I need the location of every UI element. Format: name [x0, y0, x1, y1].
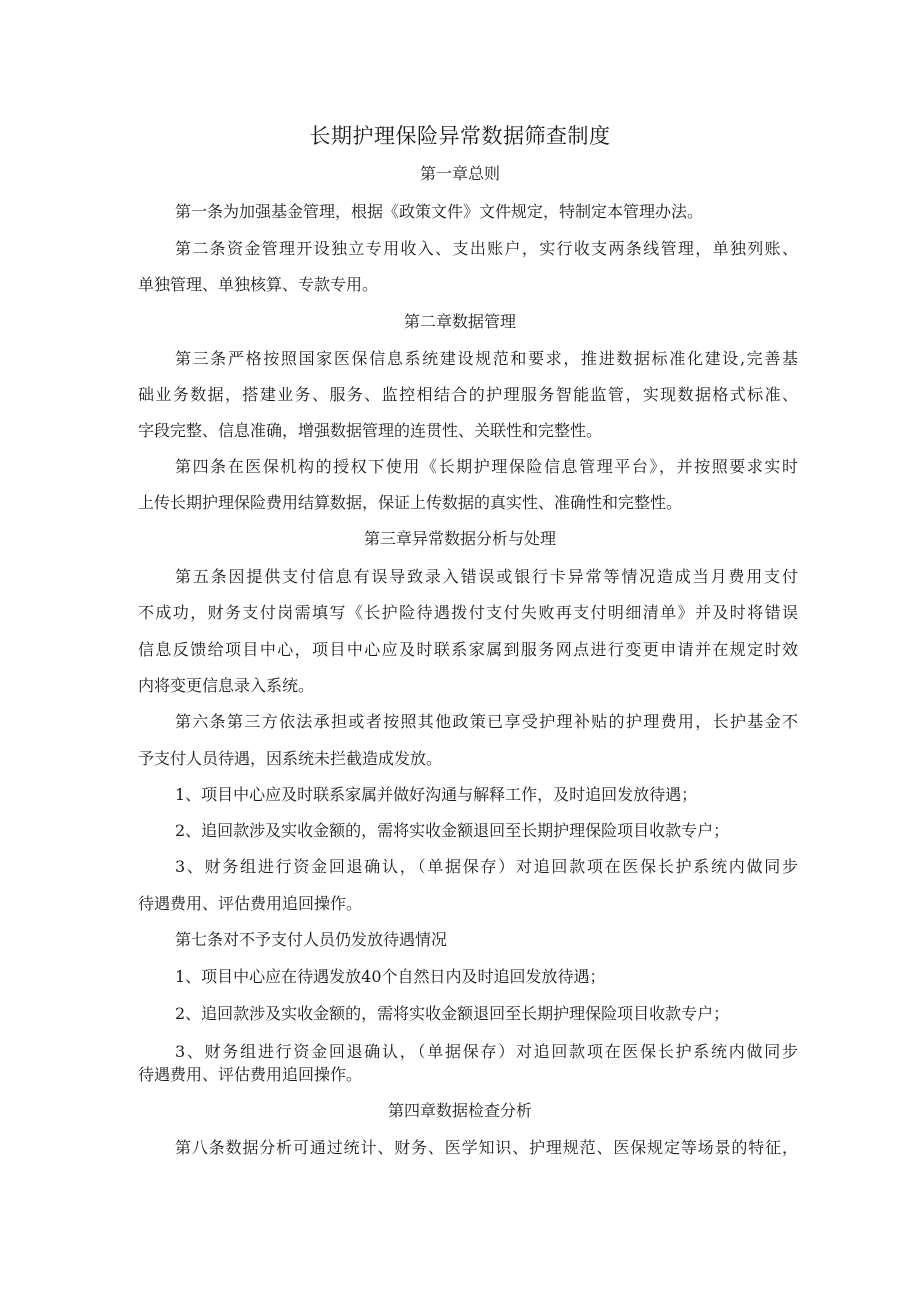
article-5-line-2: 不成功，财务支付岗需填写《长护险待遇拨付支付失败再支付明细清单》并及时将错误 [138, 603, 798, 622]
article-3-line-1: 第三条严格按照国家医保信息系统建设规范和要求，推进数据标准化建设,完善基 [175, 349, 798, 368]
chapter-3-heading: 第三章异常数据分析与处理 [363, 529, 556, 548]
article-2-line-2: 单独管理、单独核算、专款专用。 [138, 275, 379, 294]
chapter-2-heading: 第二章数据管理 [403, 312, 516, 331]
article-6-line-2: 予支付人员待遇，因系统未拦截造成发放。 [138, 749, 443, 768]
article-7-item-3-line-1: 3、财务组进行资金回退确认，（单据保存）对追回款项在医保长护系统内做同步 [175, 1042, 798, 1061]
article-8-line-1: 第八条数据分析可通过统计、财务、医学知识、护理规范、医保规定等场景的特征， [175, 1138, 798, 1157]
article-3-line-2: 础业务数据，搭建业务、服务、监控相结合的护理服务智能监管，实现数据格式标准、 [138, 385, 798, 404]
article-7-item-1: 1、项目中心应在待遇发放40个自然日内及时追回发放待遇； [175, 967, 606, 986]
article-3-line-3: 字段完整、信息准确，增强数据管理的连贯性、关联性和完整性。 [138, 421, 603, 440]
article-6-item-3-line-2: 待遇费用、评估费用追回操作。 [138, 894, 363, 913]
article-4-line-2: 上传长期护理保险费用结算数据，保证上传数据的真实性、准确性和完整性。 [138, 493, 683, 512]
chapter-1-heading: 第一章总则 [419, 164, 500, 183]
article-6-line-1: 第六条第三方依法承担或者按照其他政策已享受护理补贴的护理费用，长护基金不 [175, 712, 798, 731]
article-5-line-1: 第五条因提供支付信息有误导致录入错误或银行卡异常等情况造成当月费用支付 [175, 567, 798, 586]
article-4-line-1: 第四条在医保机构的授权下使用《长期护理保险信息管理平台》，并按照要求实时 [175, 457, 798, 476]
chapter-4-heading: 第四章数据检查分析 [387, 1101, 532, 1120]
article-5-line-4: 内将变更信息录入系统。 [138, 676, 315, 695]
article-6-item-2: 2、追回款涉及实收金额的，需将实收金额退回至长期护理保险项目收款专户； [175, 821, 730, 840]
document-title: 长期护理保险异常数据筛查制度 [309, 124, 611, 148]
article-1: 第一条为加强基金管理，根据《政策文件》文件规定，特制定本管理办法。 [175, 202, 704, 221]
article-7: 第七条对不予支付人员仍发放待遇情况 [175, 930, 448, 949]
article-6-item-3-line-1: 3、财务组进行资金回退确认，（单据保存）对追回款项在医保长护系统内做同步 [175, 857, 798, 876]
article-5-line-3: 信息反馈给项目中心，项目中心应及时联系家属到服务网点进行变更申请并在规定时效 [138, 640, 798, 659]
article-7-item-2: 2、追回款涉及实收金额的，需将实收金额退回至长期护理保险项目收款专户； [175, 1004, 730, 1023]
article-7-item-3-line-2: 待遇费用、评估费用追回操作。 [138, 1065, 363, 1084]
article-6-item-1: 1、项目中心应及时联系家属并做好沟通与解释工作，及时追回发放待遇； [175, 785, 698, 804]
article-2-line-1: 第二条资金管理开设独立专用收入、支出账户，实行收支两条线管理，单独列账、 [175, 239, 798, 258]
